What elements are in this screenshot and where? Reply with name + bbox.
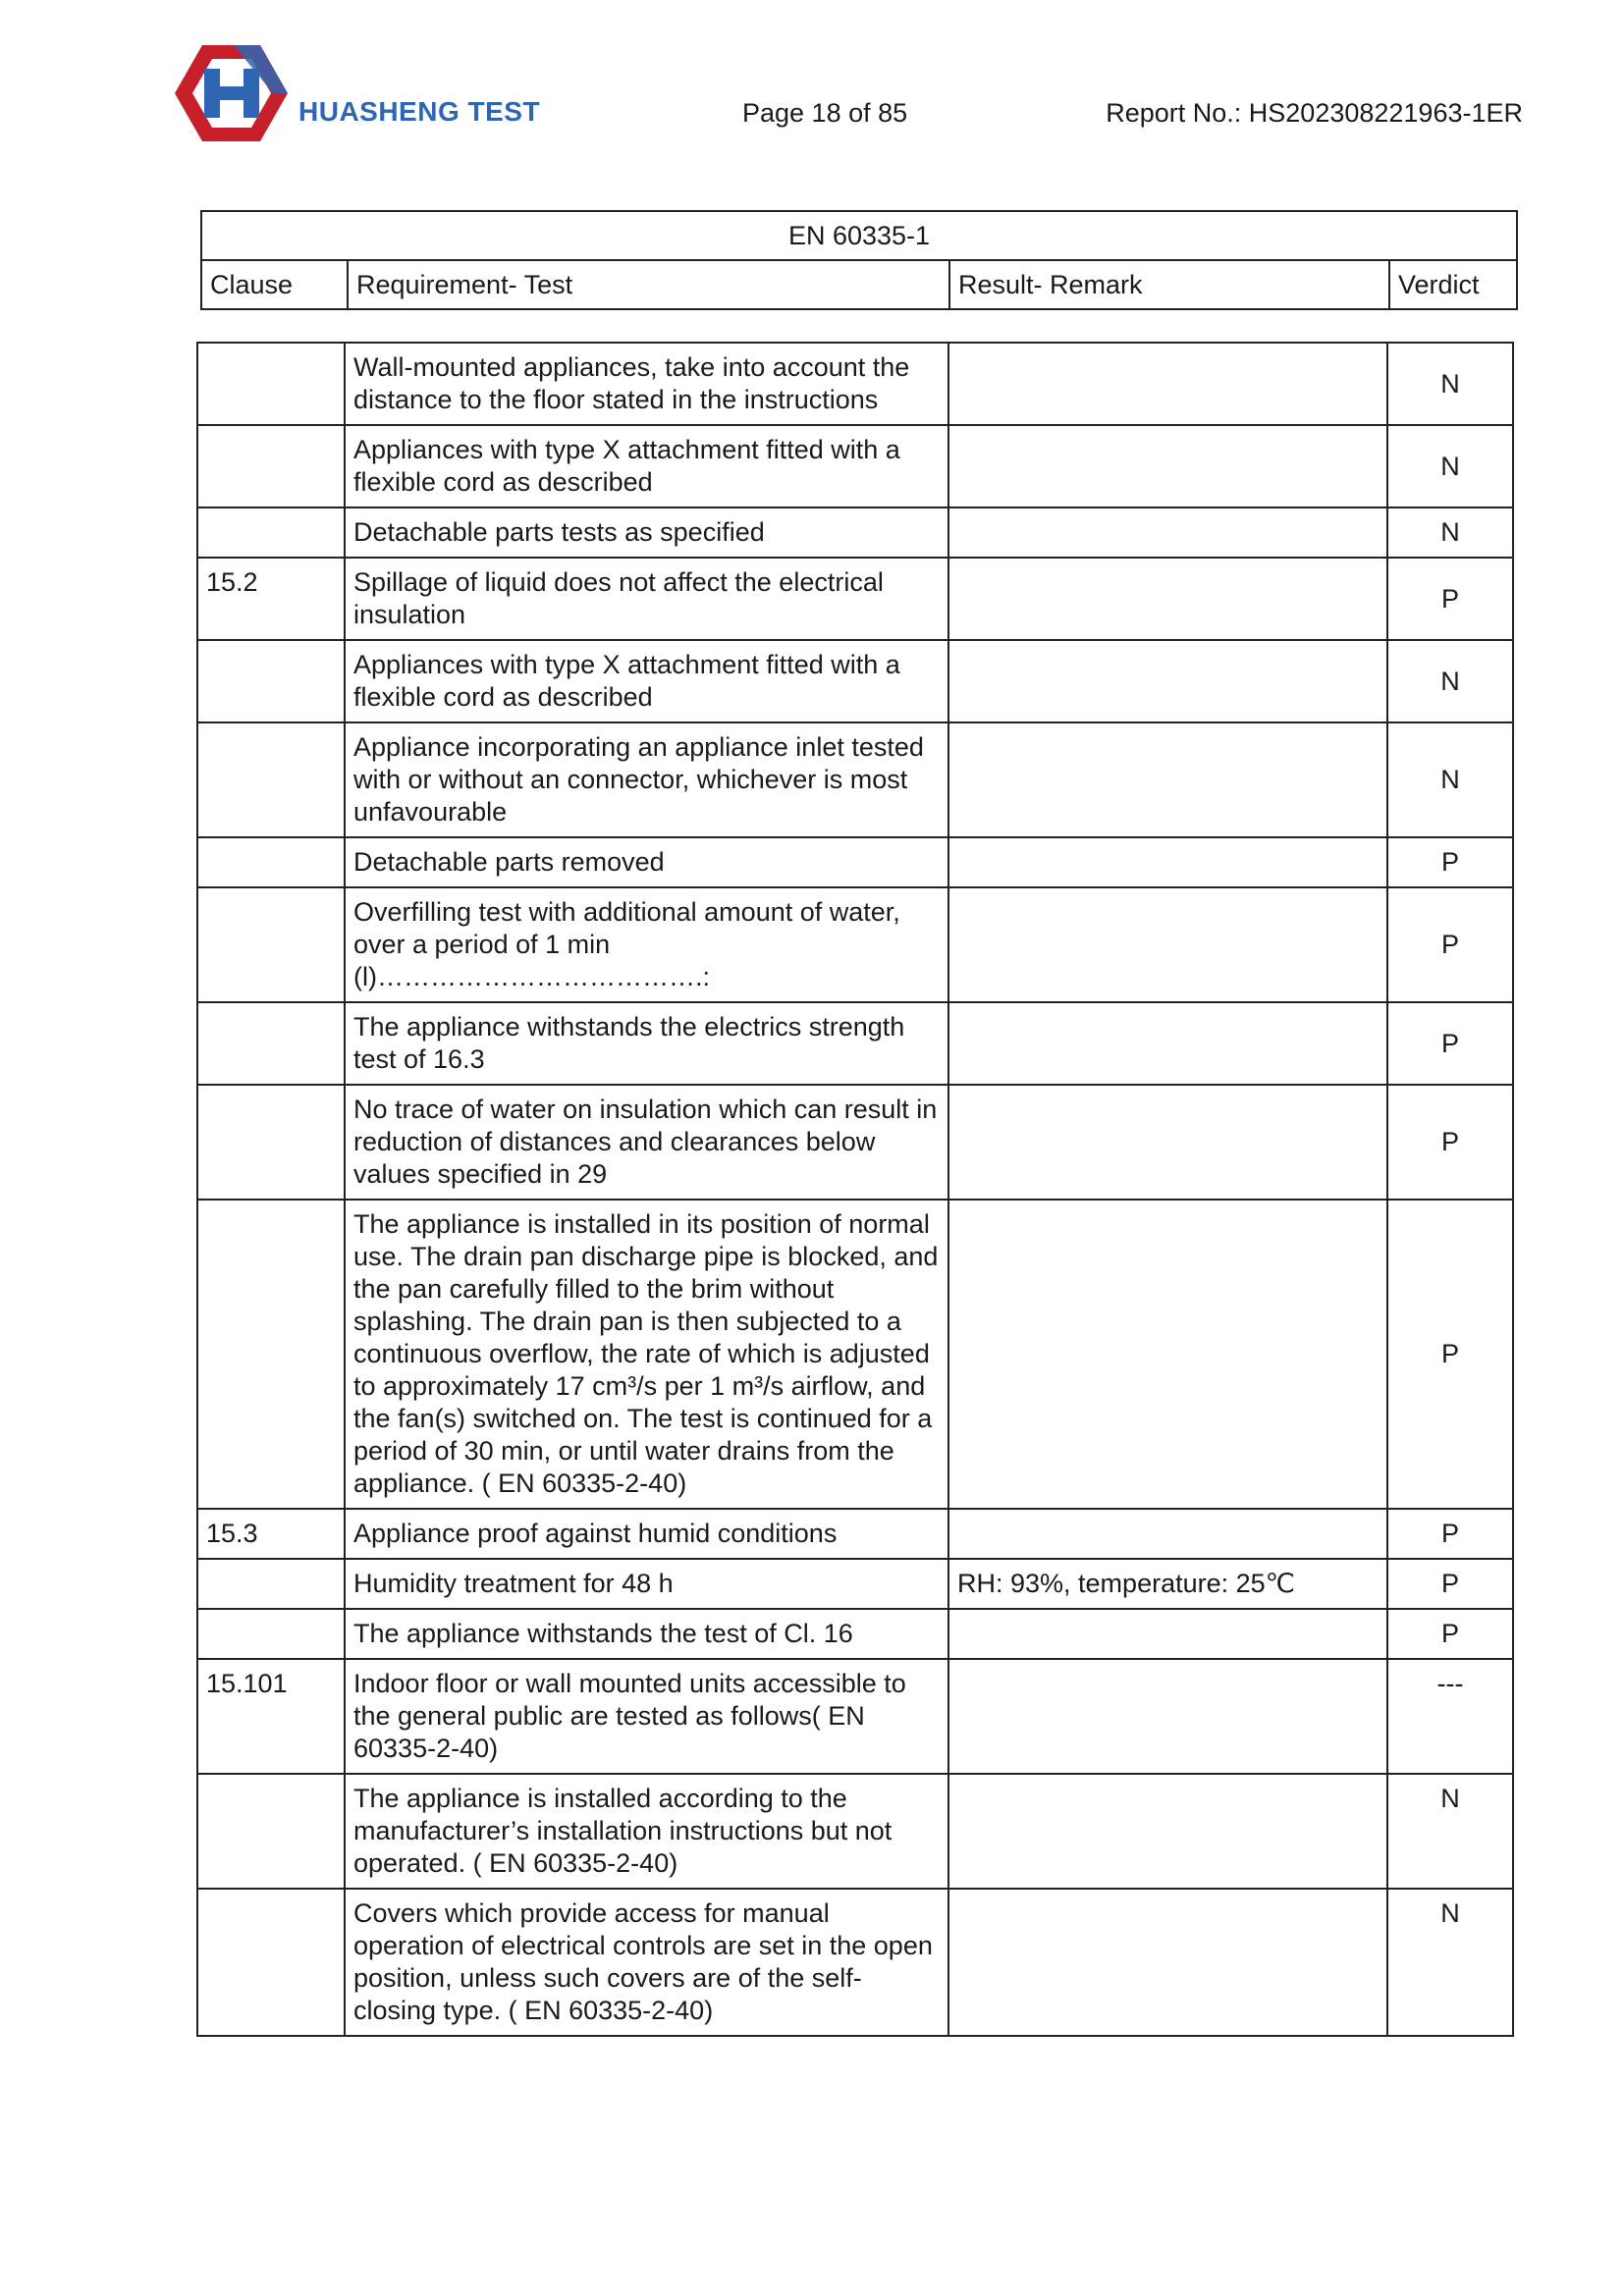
- result-cell: [948, 722, 1387, 837]
- clause-cell: [197, 1200, 345, 1509]
- verdict-cell: P: [1387, 1002, 1513, 1085]
- table-row: [197, 1774, 1513, 1889]
- clause-cell: [197, 343, 345, 425]
- result-cell: [948, 1659, 1387, 1774]
- requirement-cell: Spillage of liquid does not affect the electrical insulation: [345, 558, 948, 640]
- result-cell: [948, 887, 1387, 1002]
- result-cell: RH: 93%, temperature: 25℃: [948, 1559, 1387, 1609]
- table-row: [197, 722, 1513, 837]
- clause-cell: [197, 887, 345, 1002]
- clause-cell: [197, 425, 345, 507]
- huasheng-logo-icon: [165, 35, 298, 151]
- verdict-cell: N: [1387, 640, 1513, 722]
- requirement-cell: Indoor floor or wall mounted units accessible to the general public are tested as follows( EN 60335-2-40): [345, 1659, 948, 1774]
- requirement-cell: Appliances with type X attachment fitted with a flexible cord as described: [345, 640, 948, 722]
- table-row: [197, 837, 1513, 887]
- standard-header-table: [200, 210, 1518, 310]
- requirement-cell: The appliance is installed according to the manufacturer’s installation instructions but not operated. ( EN 60335-2-40): [345, 1774, 948, 1889]
- verdict-cell: N: [1387, 343, 1513, 425]
- verdict-cell: N: [1387, 1774, 1513, 1889]
- result-cell: [948, 1085, 1387, 1200]
- page-header: [0, 0, 1624, 167]
- clause-cell: [197, 1085, 345, 1200]
- column-header-result: Result- Remark: [949, 260, 1389, 309]
- result-cell: [948, 837, 1387, 887]
- verdict-cell: P: [1387, 1559, 1513, 1609]
- table-row: [197, 425, 1513, 507]
- requirement-cell: Detachable parts tests as specified: [345, 507, 948, 558]
- table-row: [197, 1609, 1513, 1659]
- clause-cell: [197, 837, 345, 887]
- verdict-cell: P: [1387, 837, 1513, 887]
- requirement-cell: Overfilling test with additional amount of water, over a period of 1 min (l)……………………………….:: [345, 887, 948, 1002]
- standard-title: EN 60335-1: [201, 211, 1517, 260]
- result-cell: [948, 1774, 1387, 1889]
- table-row: [197, 343, 1513, 425]
- page-number: Page 18 of 85: [742, 98, 908, 128]
- clause-cell: 15.3: [197, 1509, 345, 1559]
- table-row: [197, 1509, 1513, 1559]
- clause-cell: [197, 1774, 345, 1889]
- result-cell: [948, 1889, 1387, 2036]
- verdict-cell: P: [1387, 1609, 1513, 1659]
- table-row: [197, 887, 1513, 1002]
- table-row: [197, 1002, 1513, 1085]
- clause-cell: [197, 507, 345, 558]
- result-cell: [948, 343, 1387, 425]
- verdict-cell: P: [1387, 1200, 1513, 1509]
- result-cell: [948, 507, 1387, 558]
- clause-cell: [197, 1002, 345, 1085]
- report-number: Report No.: HS202308221963-1ER: [1106, 98, 1523, 128]
- verdict-cell: P: [1387, 558, 1513, 640]
- column-header-clause: Clause: [201, 260, 348, 309]
- result-cell: [948, 640, 1387, 722]
- table-row: [197, 558, 1513, 640]
- verdict-cell: ---: [1387, 1659, 1513, 1774]
- verdict-cell: P: [1387, 887, 1513, 1002]
- clause-cell: [197, 640, 345, 722]
- verdict-cell: P: [1387, 1085, 1513, 1200]
- verdict-cell: N: [1387, 1889, 1513, 2036]
- verdict-cell: N: [1387, 722, 1513, 837]
- table-row: [197, 1559, 1513, 1609]
- column-header-requirement: Requirement- Test: [348, 260, 949, 309]
- table-row: [197, 1085, 1513, 1200]
- result-cell: [948, 1200, 1387, 1509]
- result-cell: [948, 425, 1387, 507]
- requirement-cell: The appliance is installed in its position of normal use. The drain pan discharge pipe is blocked, and the pan carefully filled to the brim without splashing. The drain pan is then subjected to a continuous overflow, the rate of which is adjusted to approximately 17 cm³/s per 1 m³/s airflow, and the fan(s) switched on. The test is continued for a period of 30 min, or until water drains from the appliance. ( EN 60335-2-40): [345, 1200, 948, 1509]
- result-cell: [948, 1509, 1387, 1559]
- clause-cell: 15.101: [197, 1659, 345, 1774]
- clause-table: [196, 342, 1514, 2037]
- result-cell: [948, 1609, 1387, 1659]
- requirement-cell: The appliance withstands the electrics strength test of 16.3: [345, 1002, 948, 1085]
- table-row: [197, 640, 1513, 722]
- brand-name: HUASHENG TEST: [298, 96, 541, 127]
- clause-cell: [197, 722, 345, 837]
- table-row: [197, 507, 1513, 558]
- requirement-cell: Appliance incorporating an appliance inlet tested with or without an connector, whichever is most unfavourable: [345, 722, 948, 837]
- requirement-cell: Detachable parts removed: [345, 837, 948, 887]
- result-cell: [948, 1002, 1387, 1085]
- result-cell: [948, 558, 1387, 640]
- table-row: [197, 1659, 1513, 1774]
- verdict-cell: N: [1387, 507, 1513, 558]
- requirement-cell: The appliance withstands the test of Cl. 16: [345, 1609, 948, 1659]
- requirement-cell: Humidity treatment for 48 h: [345, 1559, 948, 1609]
- clause-cell: [197, 1889, 345, 2036]
- table-row: [197, 1889, 1513, 2036]
- table-row: [197, 1200, 1513, 1509]
- clause-cell: [197, 1609, 345, 1659]
- clause-cell: [197, 1559, 345, 1609]
- column-header-verdict: Verdict: [1389, 260, 1517, 309]
- requirement-cell: Appliances with type X attachment fitted with a flexible cord as described: [345, 425, 948, 507]
- requirement-cell: Wall-mounted appliances, take into account the distance to the floor stated in the instructions: [345, 343, 948, 425]
- clause-rows: [197, 343, 1513, 2036]
- requirement-cell: No trace of water on insulation which can result in reduction of distances and clearances below values specified in 29: [345, 1085, 948, 1200]
- requirement-cell: Covers which provide access for manual operation of electrical controls are set in the open position, unless such covers are of the self-closing type. ( EN 60335-2-40): [345, 1889, 948, 2036]
- verdict-cell: N: [1387, 425, 1513, 507]
- requirement-cell: Appliance proof against humid conditions: [345, 1509, 948, 1559]
- verdict-cell: P: [1387, 1509, 1513, 1559]
- clause-cell: 15.2: [197, 558, 345, 640]
